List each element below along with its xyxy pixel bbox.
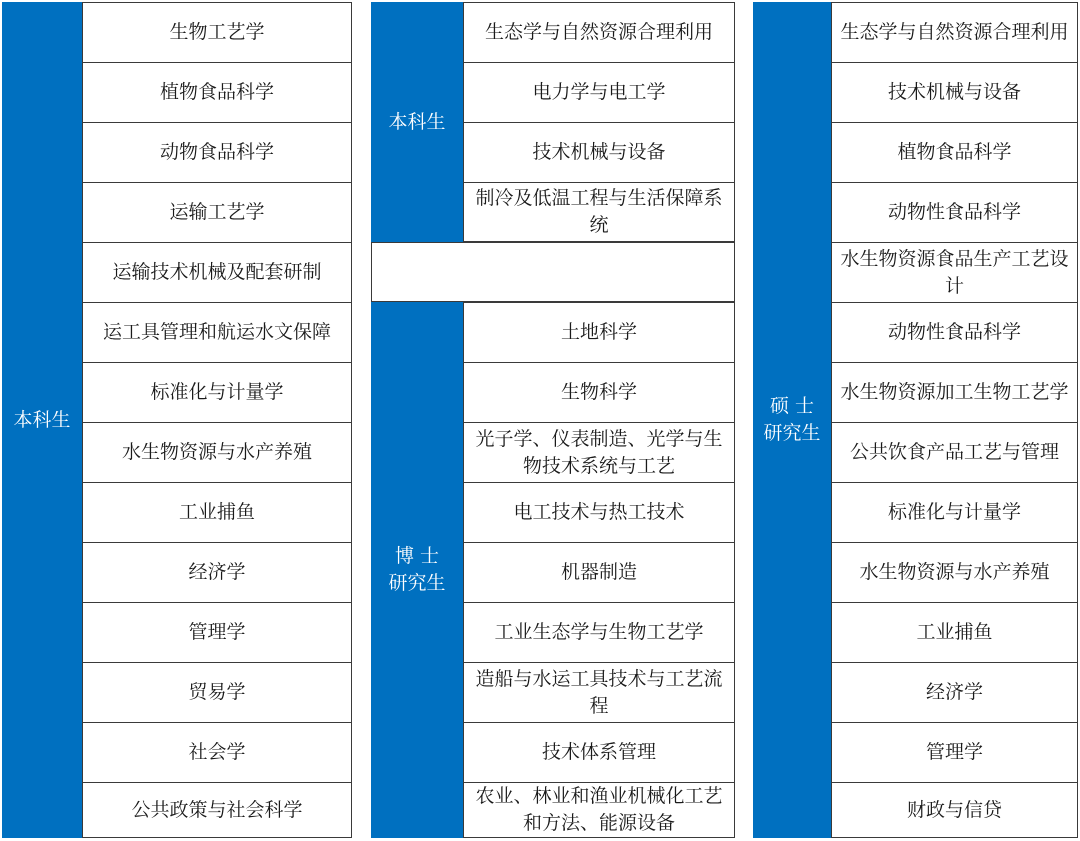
program-item: 公共饮食产品工艺与管理 xyxy=(832,422,1077,482)
program-item: 机器制造 xyxy=(464,542,734,602)
program-item: 动物性食品科学 xyxy=(832,182,1077,242)
program-item: 土地科学 xyxy=(464,302,734,362)
program-item: 运输技术机械及配套研制 xyxy=(83,242,351,302)
program-item: 管理学 xyxy=(832,722,1077,782)
program-item: 技术机械与设备 xyxy=(832,62,1077,122)
category-masters xyxy=(753,2,831,838)
program-item: 管理学 xyxy=(83,602,351,662)
program-item: 光子学、仪表制造、光学与生物技术系统与工艺 xyxy=(464,422,734,482)
program-item: 植物食品科学 xyxy=(83,62,351,122)
program-item: 制冷及低温工程与生活保障系统 xyxy=(464,182,734,242)
program-item: 水生物资源与水产养殖 xyxy=(83,422,351,482)
program-item: 社会学 xyxy=(83,722,351,782)
program-item: 动物食品科学 xyxy=(83,122,351,182)
program-item: 工业捕鱼 xyxy=(832,602,1077,662)
program-item: 运工具管理和航运水文保障 xyxy=(83,302,351,362)
category-label: 硕 士 研究生 xyxy=(763,395,821,444)
program-item: 生态学与自然资源合理利用 xyxy=(464,2,734,62)
program-item: 经济学 xyxy=(832,662,1077,722)
program-item: 生物科学 xyxy=(464,362,734,422)
program-list xyxy=(463,2,735,242)
category-label: 博 士 研究生 xyxy=(388,545,446,594)
program-item: 电工技术与热工技术 xyxy=(464,482,734,542)
program-item: 造船与水运工具技术与工艺流程 xyxy=(464,662,734,722)
program-item: 经济学 xyxy=(83,542,351,602)
program-item: 公共政策与社会科学 xyxy=(83,782,351,838)
program-item: 生物工艺学 xyxy=(83,2,351,62)
program-item: 贸易学 xyxy=(83,662,351,722)
program-item: 电力学与电工学 xyxy=(464,62,734,122)
category-label: 本科生 xyxy=(388,110,446,133)
program-item: 动物性食品科学 xyxy=(832,302,1077,362)
program-item: 技术机械与设备 xyxy=(464,122,734,182)
program-list xyxy=(831,2,1078,838)
category-undergraduate xyxy=(2,2,82,838)
program-item: 水生物资源与水产养殖 xyxy=(832,542,1077,602)
empty-row xyxy=(371,242,735,302)
program-item: 运输工艺学 xyxy=(83,182,351,242)
program-list xyxy=(463,302,735,838)
program-item: 水生物资源加工生物工艺学 xyxy=(832,362,1077,422)
program-item: 植物食品科学 xyxy=(832,122,1077,182)
program-list xyxy=(82,2,352,838)
category-doctoral xyxy=(371,302,463,838)
program-item: 标准化与计量学 xyxy=(832,482,1077,542)
program-item: 生态学与自然资源合理利用 xyxy=(832,2,1077,62)
program-item: 技术体系管理 xyxy=(464,722,734,782)
program-item: 农业、林业和渔业机械化工艺和方法、能源设备 xyxy=(464,782,734,838)
program-item: 财政与信贷 xyxy=(832,782,1077,838)
category-label: 本科生 xyxy=(13,408,71,431)
program-item: 水生物资源食品生产工艺设计 xyxy=(832,242,1077,302)
program-item: 标准化与计量学 xyxy=(83,362,351,422)
program-item: 工业捕鱼 xyxy=(83,482,351,542)
program-item: 工业生态学与生物工艺学 xyxy=(464,602,734,662)
category-undergraduate xyxy=(371,2,463,242)
